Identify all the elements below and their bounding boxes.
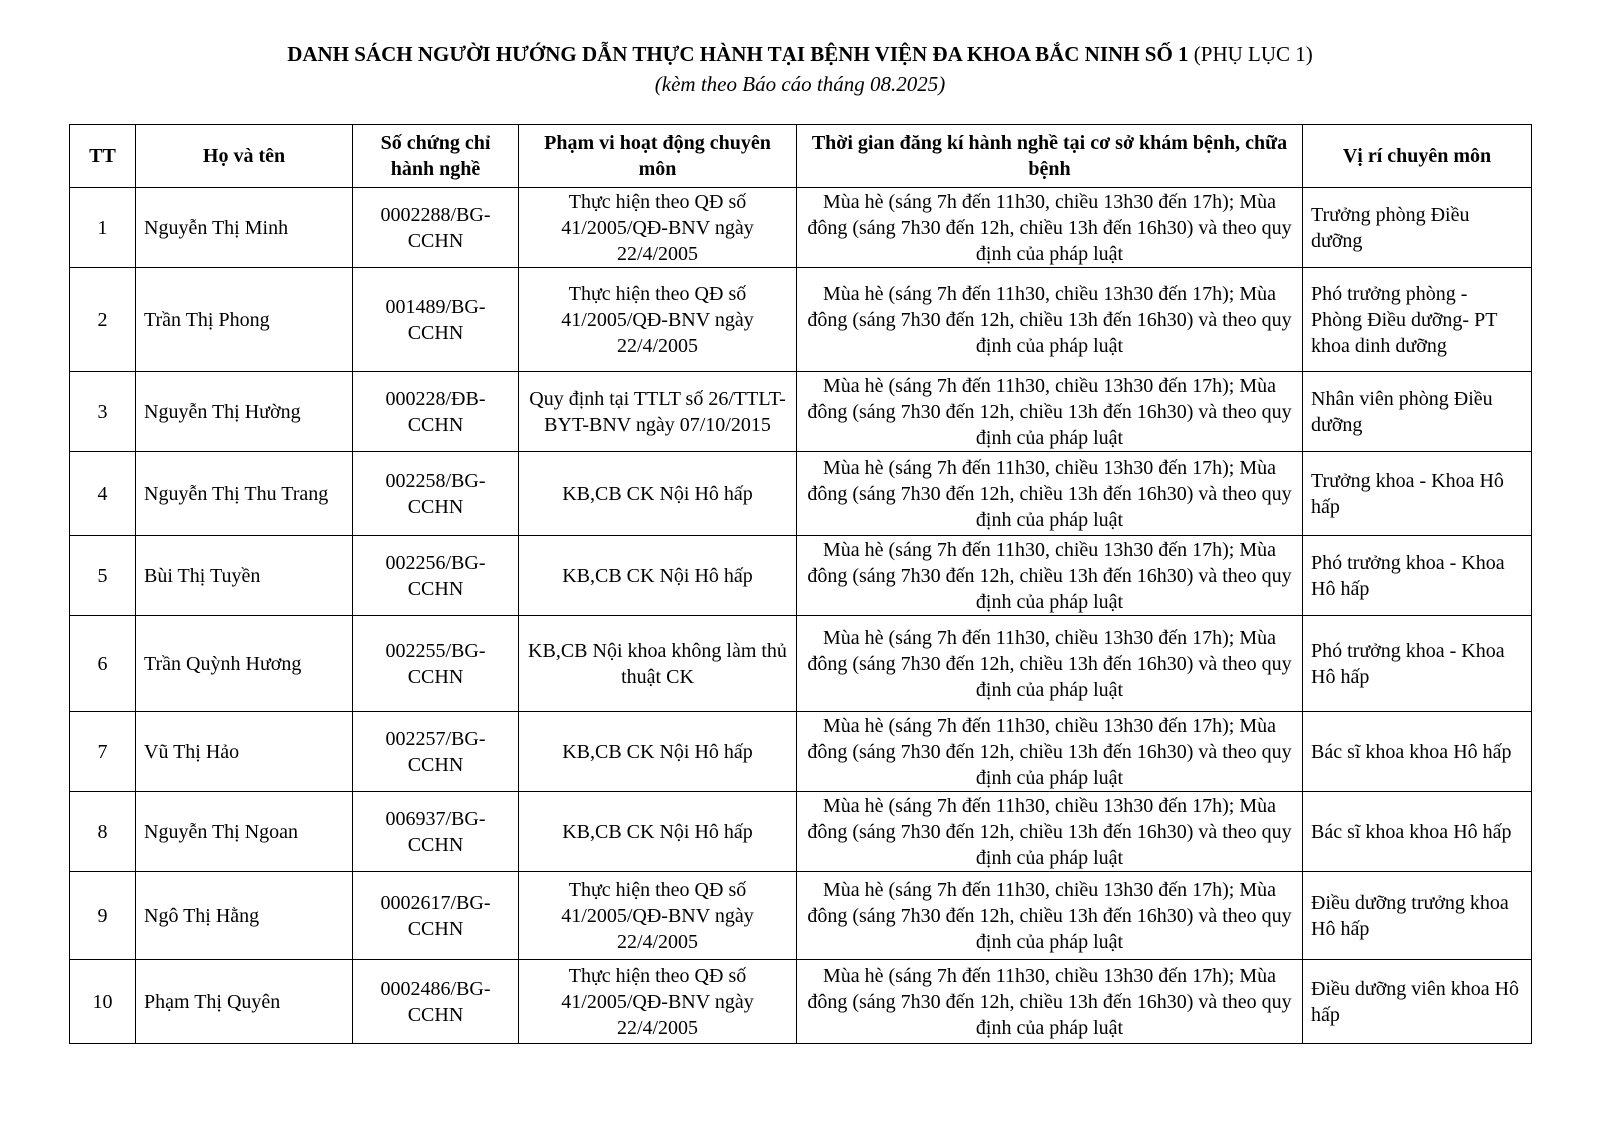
- cell-cert: 0002486/BG-CCHN: [353, 960, 519, 1044]
- cell-position: Nhân viên phòng Điều dưỡng: [1303, 372, 1532, 452]
- table-row: [70, 536, 1532, 616]
- table-row: [70, 188, 1532, 268]
- cell-position: Phó trưởng khoa - Khoa Hô hấp: [1303, 616, 1532, 712]
- cell-name: Trần Thị Phong: [136, 268, 353, 372]
- cell-cert: 001489/BG-CCHN: [353, 268, 519, 372]
- cell-name: Nguyễn Thị Ngoan: [136, 792, 353, 872]
- table-row: [70, 372, 1532, 452]
- cell-scope: Quy định tại TTLT số 26/TTLT- BYT-BNV ngày 07/10/2015: [519, 372, 797, 452]
- table-row: [70, 872, 1532, 960]
- cell-position: Bác sĩ khoa khoa Hô hấp: [1303, 712, 1532, 792]
- table-row: [70, 268, 1532, 372]
- cell-position: Bác sĩ khoa khoa Hô hấp: [1303, 792, 1532, 872]
- cell-tt: 3: [70, 372, 136, 452]
- cell-tt: 8: [70, 792, 136, 872]
- cell-tt: 9: [70, 872, 136, 960]
- cell-cert: 006937/BG-CCHN: [353, 792, 519, 872]
- cell-position: Trưởng khoa - Khoa Hô hấp: [1303, 452, 1532, 536]
- cell-time: Mùa hè (sáng 7h đến 11h30, chiều 13h30 đến 17h); Mùa đông (sáng 7h30 đến 12h, chiều 13h đến 16h30) và theo quy định của pháp luật: [797, 712, 1303, 792]
- cell-position: Điều dưỡng trưởng khoa Hô hấp: [1303, 872, 1532, 960]
- cell-time: Mùa hè (sáng 7h đến 11h30, chiều 13h30 đến 17h); Mùa đông (sáng 7h30 đến 12h, chiều 13h đến 16h30) và theo quy định của pháp luật: [797, 536, 1303, 616]
- table-header-row: [70, 125, 1532, 188]
- cell-scope: Thực hiện theo QĐ số 41/2005/QĐ-BNV ngày 22/4/2005: [519, 872, 797, 960]
- cell-name: Nguyễn Thị Hường: [136, 372, 353, 452]
- cell-name: Trần Quỳnh Hương: [136, 616, 353, 712]
- cell-name: Nguyễn Thị Minh: [136, 188, 353, 268]
- cell-position: Trưởng phòng Điều dưỡng: [1303, 188, 1532, 268]
- cell-cert: 002257/BG-CCHN: [353, 712, 519, 792]
- cell-tt: 1: [70, 188, 136, 268]
- cell-cert: 0002617/BG-CCHN: [353, 872, 519, 960]
- cell-time: Mùa hè (sáng 7h đến 11h30, chiều 13h30 đến 17h); Mùa đông (sáng 7h30 đến 12h, chiều 13h đến 16h30) và theo quy định của pháp luật: [797, 372, 1303, 452]
- cell-position: Điều dưỡng viên khoa Hô hấp: [1303, 960, 1532, 1044]
- cell-scope: Thực hiện theo QĐ số 41/2005/QĐ-BNV ngày 22/4/2005: [519, 268, 797, 372]
- cell-tt: 7: [70, 712, 136, 792]
- header-tt: TT: [70, 125, 136, 188]
- cell-position: Phó trưởng khoa - Khoa Hô hấp: [1303, 536, 1532, 616]
- table-row: [70, 792, 1532, 872]
- practitioner-table: [69, 124, 1532, 1044]
- cell-scope: KB,CB Nội khoa không làm thủ thuật CK: [519, 616, 797, 712]
- cell-scope: KB,CB CK Nội Hô hấp: [519, 452, 797, 536]
- document-subtitle: (kèm theo Báo cáo tháng 08.2025): [654, 72, 946, 96]
- cell-cert: 000228/ĐB-CCHN: [353, 372, 519, 452]
- cell-scope: KB,CB CK Nội Hô hấp: [519, 536, 797, 616]
- cell-time: Mùa hè (sáng 7h đến 11h30, chiều 13h30 đến 17h); Mùa đông (sáng 7h30 đến 12h, chiều 13h đến 16h30) và theo quy định của pháp luật: [797, 452, 1303, 536]
- cell-cert: 002256/BG-CCHN: [353, 536, 519, 616]
- cell-name: Ngô Thị Hằng: [136, 872, 353, 960]
- cell-cert: 0002288/BG-CCHN: [353, 188, 519, 268]
- cell-tt: 10: [70, 960, 136, 1044]
- cell-tt: 2: [70, 268, 136, 372]
- cell-scope: KB,CB CK Nội Hô hấp: [519, 792, 797, 872]
- document-title: [0, 40, 1600, 68]
- cell-scope: Thực hiện theo QĐ số 41/2005/QĐ-BNV ngày 22/4/2005: [519, 188, 797, 268]
- cell-scope: KB,CB CK Nội Hô hấp: [519, 712, 797, 792]
- cell-position: Phó trưởng phòng - Phòng Điều dưỡng- PT khoa dinh dưỡng: [1303, 268, 1532, 372]
- cell-tt: 4: [70, 452, 136, 536]
- cell-time: Mùa hè (sáng 7h đến 11h30, chiều 13h30 đến 17h); Mùa đông (sáng 7h30 đến 12h, chiều 13h đến 16h30) và theo quy định của pháp luật: [797, 616, 1303, 712]
- header-position: Vị rí chuyên môn: [1303, 125, 1532, 188]
- header-scope: Phạm vi hoạt động chuyên môn: [519, 125, 797, 188]
- header-cert: Số chứng chỉ hành nghề: [353, 125, 519, 188]
- document-title-suffix: (PHỤ LỤC 1): [1188, 42, 1313, 66]
- cell-tt: 6: [70, 616, 136, 712]
- document-title-main: DANH SÁCH NGƯỜI HƯỚNG DẪN THỰC HÀNH TẠI BỆNH VIỆN ĐA KHOA BẮC NINH SỐ 1: [287, 42, 1189, 66]
- table-row: [70, 960, 1532, 1044]
- header-name: Họ và tên: [136, 125, 353, 188]
- cell-time: Mùa hè (sáng 7h đến 11h30, chiều 13h30 đến 17h); Mùa đông (sáng 7h30 đến 12h, chiều 13h đến 16h30) và theo quy định của pháp luật: [797, 792, 1303, 872]
- cell-time: Mùa hè (sáng 7h đến 11h30, chiều 13h30 đến 17h); Mùa đông (sáng 7h30 đến 12h, chiều 13h đến 16h30) và theo quy định của pháp luật: [797, 960, 1303, 1044]
- table-row: [70, 712, 1532, 792]
- cell-cert: 002258/BG-CCHN: [353, 452, 519, 536]
- cell-cert: 002255/BG-CCHN: [353, 616, 519, 712]
- table-row: [70, 616, 1532, 712]
- cell-time: Mùa hè (sáng 7h đến 11h30, chiều 13h30 đến 17h); Mùa đông (sáng 7h30 đến 12h, chiều 13h đến 16h30) và theo quy định của pháp luật: [797, 268, 1303, 372]
- cell-scope: Thực hiện theo QĐ số 41/2005/QĐ-BNV ngày 22/4/2005: [519, 960, 797, 1044]
- table-row: [70, 452, 1532, 536]
- cell-name: Nguyễn Thị Thu Trang: [136, 452, 353, 536]
- cell-name: Phạm Thị Quyên: [136, 960, 353, 1044]
- cell-name: Vũ Thị Hảo: [136, 712, 353, 792]
- cell-name: Bùi Thị Tuyền: [136, 536, 353, 616]
- cell-time: Mùa hè (sáng 7h đến 11h30, chiều 13h30 đến 17h); Mùa đông (sáng 7h30 đến 12h, chiều 13h đến 16h30) và theo quy định của pháp luật: [797, 188, 1303, 268]
- header-time: Thời gian đăng kí hành nghề tại cơ sở khám bệnh, chữa bệnh: [797, 125, 1303, 188]
- cell-tt: 5: [70, 536, 136, 616]
- cell-time: Mùa hè (sáng 7h đến 11h30, chiều 13h30 đến 17h); Mùa đông (sáng 7h30 đến 12h, chiều 13h đến 16h30) và theo quy định của pháp luật: [797, 872, 1303, 960]
